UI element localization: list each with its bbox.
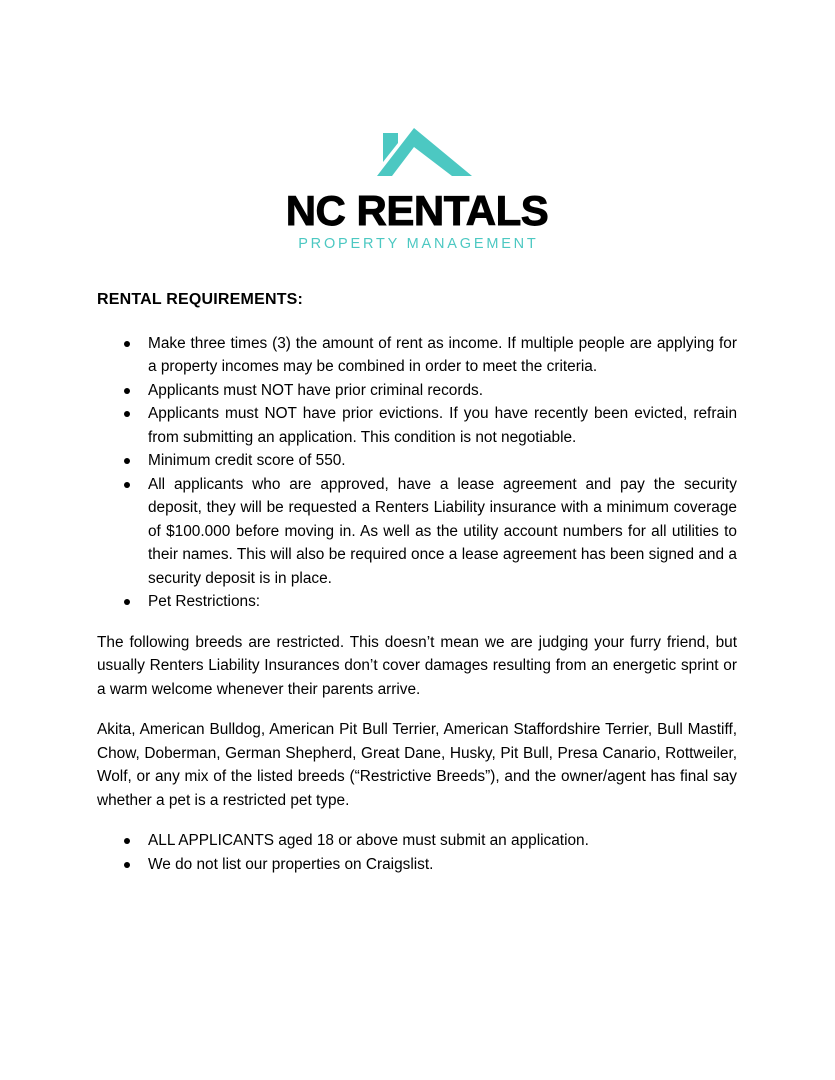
document-body [97, 288, 737, 876]
logo-title: NC RENTALS [285, 187, 549, 234]
list-item-income: Make three times (3) the amount of rent as income. If multiple people are applying for a property incomes may be combined in order to meet the criteria. [121, 332, 737, 379]
list-item-pet-restrictions: Pet Restrictions: [121, 590, 737, 614]
paragraph-restricted-breeds-intro: The following breeds are restricted. This doesn’t mean we are judging your furry friend, but usually Renters Liability Insurances don’t cover damages resulting from an energetic sprint or a warm welcome whenever their parents arrive. [97, 633, 737, 698]
logo-subtitle: PROPERTY MANAGEMENT [298, 236, 539, 252]
requirements-list [97, 332, 737, 614]
list-item-liability-insurance: All applicants who are approved, have a lease agreement and pay the security deposit, they will be requested a Renters Liability insurance with a minimum coverage of $100.000 before moving in. As well as the utility account numbers for all utilities to their names. This will also be required once a lease agreement has been signed and a security deposit is in place. [121, 473, 737, 591]
section-heading: RENTAL REQUIREMENTS: [97, 291, 304, 308]
list-item-credit-score: Minimum credit score of 550. [121, 449, 737, 473]
list-item-applicants-age: ALL APPLICANTS aged 18 or above must submit an application. [121, 829, 737, 853]
list-item-craigslist: We do not list our properties on Craigslist. [121, 853, 737, 877]
list-item-criminal-records: Applicants must NOT have prior criminal records. [121, 379, 737, 403]
notes-list [97, 829, 737, 876]
paragraph-breed-list: Akita, American Bulldog, American Pit Bull Terrier, American Staffordshire Terrier, Bull Mastiff, Chow, Doberman, German Shepherd, Great Dane, Husky, Pit Bull, Presa Canario, Rottweiler, Wolf, or any mix of the listed breeds (“Restrictive Breeds”), and the owner/agent has final say whether a pet is a restricted pet type. [97, 721, 737, 809]
company-logo [97, 0, 737, 252]
list-item-evictions: Applicants must NOT have prior evictions. If you have recently been evicted, refrain from submitting an application. This condition is not negotiable. [121, 402, 737, 449]
house-roof-icon [357, 119, 477, 181]
